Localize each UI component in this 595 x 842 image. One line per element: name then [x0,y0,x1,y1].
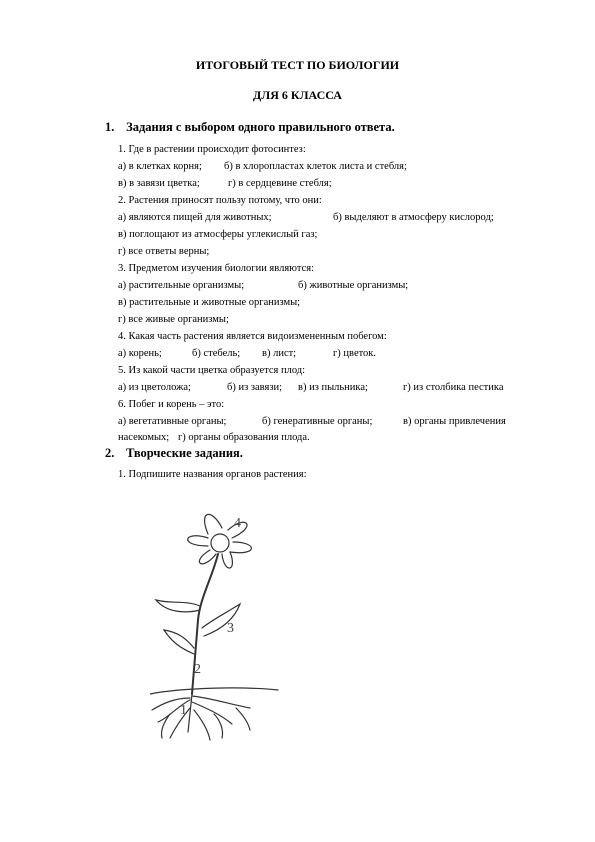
q3-option-d: г) все живые организмы; [118,314,229,325]
question-6: 6. Побег и корень – это: [118,399,225,410]
q1-option-d: г) в сердцевине стебля; [228,178,332,189]
section-2-number: 2. [105,446,115,460]
section-2-heading [105,446,243,461]
q4-option-b: б) стебель; [192,348,241,359]
petal-right [230,542,251,553]
root-2 [192,702,232,724]
q1-option-a: а) в клетках корня; [118,161,202,172]
flower-center [211,534,229,552]
q3-option-c: в) растительные и животные организмы; [118,297,301,308]
section-2-title: Творческие задания. [126,446,243,460]
q6-option-c-continued: насекомых; [118,432,170,443]
root-7 [214,714,223,738]
q2-option-c: в) поглощают из атмосферы углекислый газ; [118,229,318,240]
label-3: 3 [227,621,234,636]
q4-option-c: в) лист; [262,348,297,359]
ground-line [150,688,278,694]
q6-option-b: б) генеративные органы; [262,416,373,427]
title-line-1: ИТОГОВЫЙ ТЕСТ ПО БИОЛОГИИ [195,58,400,72]
petal-bottom [222,552,232,568]
title-line-2: ДЛЯ 6 КЛАССА [253,88,342,102]
leaf-right [202,604,240,636]
q5-option-a: а) из цветоложа; [118,382,191,393]
petal-bottom-left [199,550,216,564]
q2-option-d: г) все ответы верны; [118,246,210,257]
q2-option-a: а) являются пищей для животных; [118,212,272,223]
q5-option-d: г) из столбика пестика [403,382,504,393]
q4-option-a: а) корень; [118,348,162,359]
q1-option-c: в) в завязи цветка; [118,178,200,189]
petal-left [188,536,208,546]
q1-option-b: б) в хлоропластах клеток листа и стебля; [224,161,407,172]
label-1: 1 [180,703,187,718]
q2-option-b: б) выделяют в атмосферу кислород; [333,212,494,223]
q5-option-b: б) из завязи; [227,382,282,393]
q3-option-b: б) животные организмы; [298,280,409,291]
leaf-upper-left [156,600,200,612]
q6-option-a: а) вегетативные органы; [118,416,227,427]
question-5: 5. Из какой части цветка образуется плод: [118,365,306,376]
section-1-heading [105,120,395,135]
question-2: 2. Растения приносят пользу потому, что они: [118,195,322,206]
q3-option-a: а) растительные организмы; [118,280,245,291]
q5-option-c: в) из пыльника; [298,382,368,393]
section-1-number: 1. [105,120,115,134]
petal-top [205,514,222,534]
plant-illustration [150,508,280,743]
question-3: 3. Предметом изучения биологии являются: [118,263,314,274]
question-4: 4. Какая часть растения является видоизмененным побегом: [118,331,387,342]
label-2: 2 [194,662,201,677]
task-1-text: 1. Подпишите названия органов растения: [118,469,307,480]
leaf-lower-left [164,630,194,654]
q6-option-c: в) органы привлечения [403,416,506,427]
question-1: 1. Где в растении происходит фотосинтез: [118,144,306,155]
q6-option-d: г) органы образования плода. [178,432,310,443]
root-4 [194,710,210,740]
section-1-title: Задания с выбором одного правильного ответа. [126,120,395,134]
label-4: 4 [234,516,241,531]
root-9 [236,708,250,730]
q4-option-d: г) цветок. [333,348,377,359]
